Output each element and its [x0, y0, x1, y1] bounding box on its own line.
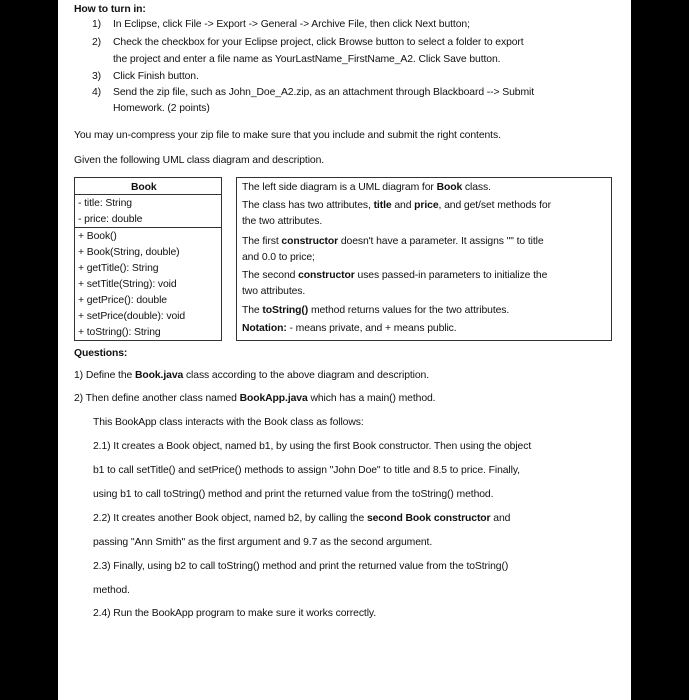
question-text: using b1 to call toString() method and print the returned value from the toString() method.	[93, 489, 494, 500]
uml-method: + getPrice(): double	[78, 295, 167, 306]
description-line: The left side diagram is a UML diagram for Book class.	[242, 182, 491, 193]
uml-method: + Book()	[78, 231, 117, 242]
question-text: 2.4) Run the BookApp program to make sure it works correctly.	[93, 608, 377, 619]
description-line: the two attributes.	[242, 216, 323, 227]
step-text: the project and enter a file name as YourLastName_FirstName_A2. Click Save button.	[113, 54, 501, 65]
question-text: passing "Ann Smith" as the first argument and 9.7 as the second argument.	[93, 537, 433, 548]
question-text: method.	[93, 585, 130, 596]
description-line: and 0.0 to price;	[242, 252, 315, 263]
section-heading: How to turn in:	[74, 4, 146, 15]
question-text: This BookApp class interacts with the Book class as follows:	[93, 417, 364, 428]
step-text: In Eclipse, click File -> Export -> General -> Archive File, then click Next button;	[113, 19, 470, 30]
uml-attribute: - title: String	[78, 198, 132, 209]
uml-class-name: Book	[131, 182, 157, 193]
question-text: 2.3) Finally, using b2 to call toString() method and print the returned value from the toString()	[93, 561, 509, 572]
question-item: 2) Then define another class named BookApp.java which has a main() method.	[74, 393, 436, 404]
uml-method: + setTitle(String): void	[78, 279, 177, 290]
step-text: Homework. (2 points)	[113, 103, 210, 114]
question-text: b1 to call setTitle() and setPrice() methods to assign "John Doe" to title and 8.5 to price. Finally,	[93, 465, 520, 476]
description-line: The second constructor uses passed-in parameters to initialize the	[242, 270, 548, 281]
description-line: The toString() method returns values for the two attributes.	[242, 305, 510, 316]
given-text: Given the following UML class diagram and description.	[74, 155, 325, 166]
question-text: 2.2) It creates another Book object, named b2, by calling the second Book constructor and	[93, 513, 511, 524]
questions-heading: Questions:	[74, 348, 128, 359]
step-number: 4)	[92, 87, 102, 98]
uml-divider	[74, 194, 221, 195]
step-text: Send the zip file, such as John_Doe_A2.zip, as an attachment through Blackboard --> Submit	[113, 87, 535, 98]
description-line: The first constructor doesn't have a parameter. It assigns "" to title	[242, 236, 544, 247]
step-number: 1)	[92, 19, 102, 30]
step-number: 3)	[92, 71, 102, 82]
uml-divider	[74, 227, 221, 228]
step-number: 2)	[92, 37, 102, 48]
step-text: Check the checkbox for your Eclipse project, click Browse button to select a folder to export	[113, 37, 524, 48]
uml-method: + Book(String, double)	[78, 247, 180, 258]
uml-attribute: - price: double	[78, 214, 143, 225]
description-line: Notation: - means private, and + means public.	[242, 323, 457, 334]
uml-method: + getTitle(): String	[78, 263, 159, 274]
uml-method: + setPrice(double): void	[78, 311, 186, 322]
question-text: 2.1) It creates a Book object, named b1, by using the first Book constructor. Then using the object	[93, 441, 532, 452]
description-line: two attributes.	[242, 286, 306, 297]
step-text: Click Finish button.	[113, 71, 199, 82]
description-line: The class has two attributes, title and price, and get/set methods for	[242, 200, 551, 211]
note-text: You may un-compress your zip file to make sure that you include and submit the right contents.	[74, 130, 501, 141]
document-page	[58, 0, 631, 700]
uml-method: + toString(): String	[78, 327, 161, 338]
question-item: 1) Define the Book.java class according to the above diagram and description.	[74, 370, 430, 381]
